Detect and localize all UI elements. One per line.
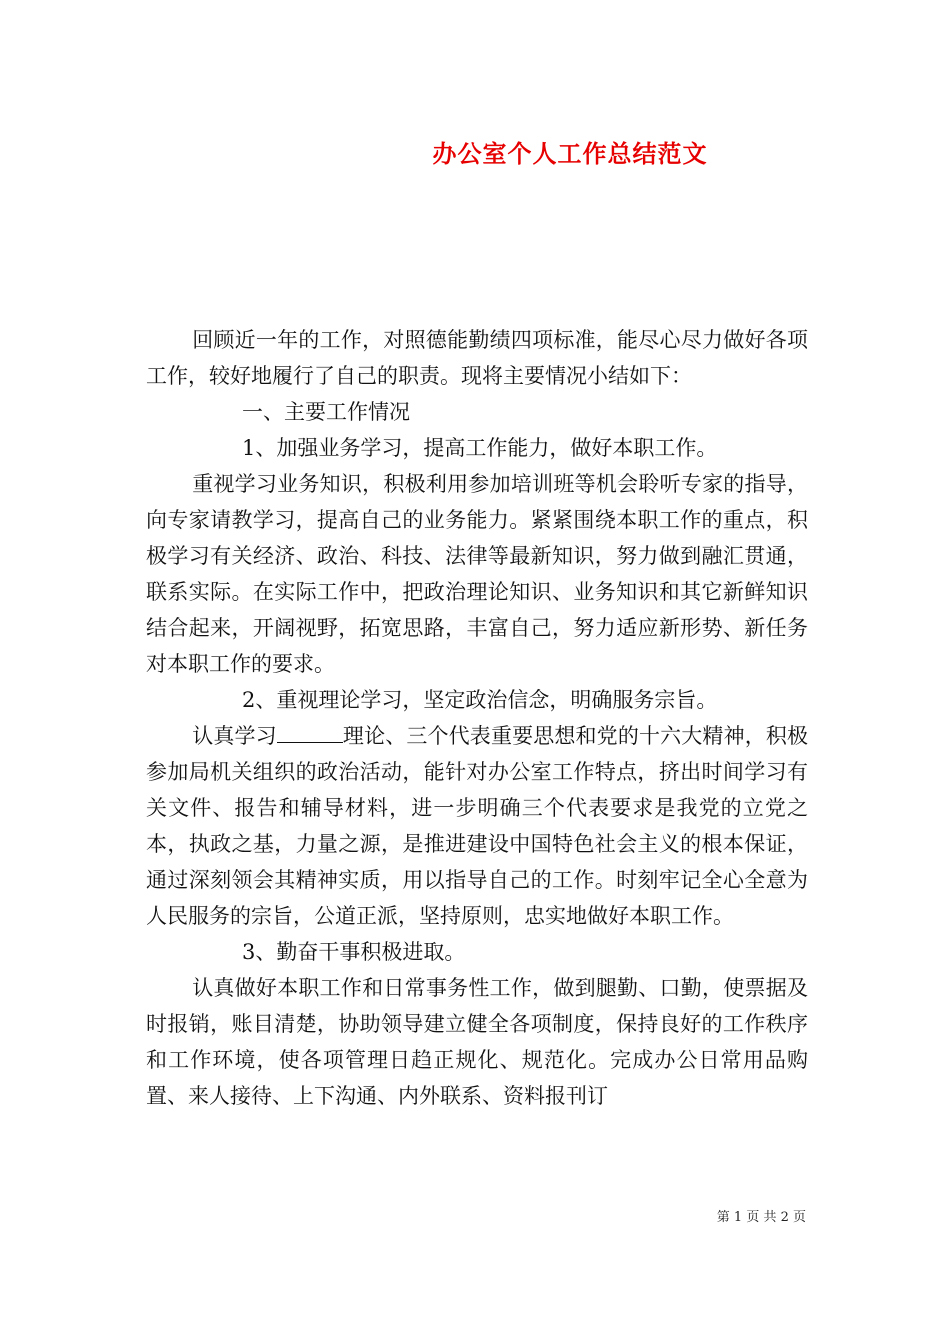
document-title: 办公室个人工作总结范文 xyxy=(432,139,708,168)
item2-text-before-blank: 认真学习 xyxy=(192,724,277,748)
page-number-footer: 第 1 页 共 2 页 xyxy=(716,1210,806,1225)
item-paragraph-2 xyxy=(146,718,808,934)
item-heading-3: 3、勤奋干事积极进取。 xyxy=(242,940,466,964)
item-paragraph-1: 重视学习业务知识，积极利用参加培训班等机会聆听专家的指导，向专家请教学习，提高自己的业务能力。紧紧围绕本职工作的重点，积极学习有关经济、政治、科技、法律等最新知识，努力做到融汇贯通，联系实际。在实际工作中，把政治理论知识、业务知识和其它新鲜知识结合起来，开阔视野，拓宽思路，丰富自己，努力适应新形势、新任务对本职工作的要求。 xyxy=(146,472,808,676)
fill-in-blank xyxy=(277,724,343,743)
item2-text-after-blank: 理论、三个代表重要思想和党的十六大精神，积极参加局机关组织的政治活动，能针对办公室工作特点，挤出时间学习有关文件、报告和辅导材料，进一步明确三个代表要求是我党的立党之本，执政之基，力量之源，是推进建设中国特色社会主义的根本保证，通过深刻领会其精神实质，用以指导自己的工作。时刻牢记全心全意为人民服务的宗旨，公道正派，坚持原则，忠实地做好本职工作。 xyxy=(146,724,809,928)
intro-paragraph: 回顾近一年的工作，对照德能勤绩四项标准，能尽心尽力做好各项工作，较好地履行了自己的职责。现将主要情况小结如下： xyxy=(146,328,808,388)
section-heading-main-work: 一、主要工作情况 xyxy=(242,400,410,424)
item-paragraph-3: 认真做好本职工作和日常事务性工作，做到腿勤、口勤，使票据及时报销，账目清楚，协助领导建立健全各项制度，保持良好的工作秩序和工作环境，使各项管理日趋正规化、规范化。完成办公日常用品购置、来人接待、上下沟通、内外联系、资料报刊订 xyxy=(146,976,808,1108)
document-body xyxy=(146,322,808,1114)
item-heading-1: 1、加强业务学习，提高工作能力，做好本职工作。 xyxy=(242,436,718,460)
item-heading-2: 2、重视理论学习，坚定政治信念，明确服务宗旨。 xyxy=(242,688,718,712)
